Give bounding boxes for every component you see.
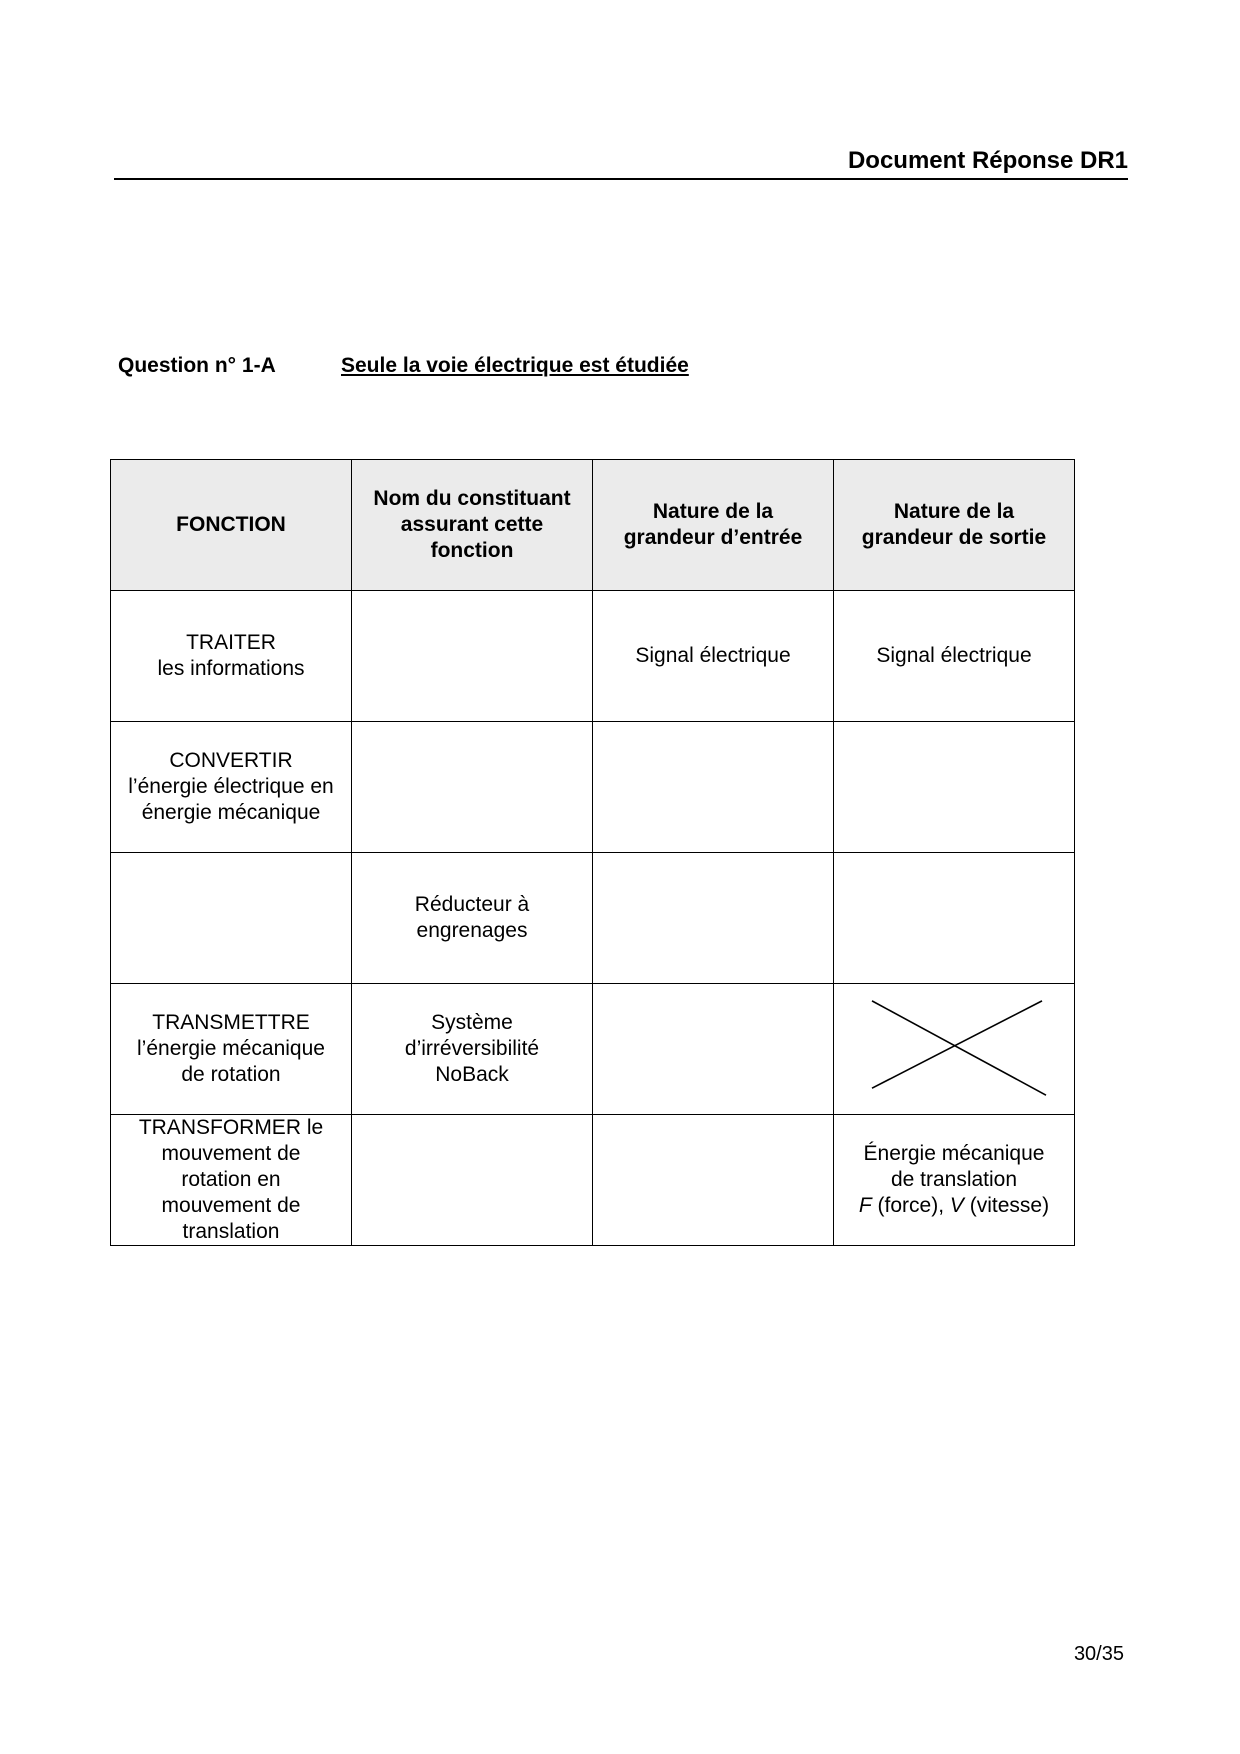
cell-line: de rotation xyxy=(181,1063,281,1086)
cell-entree[interactable] xyxy=(593,722,834,853)
cell-line: les informations xyxy=(157,657,305,680)
header-rule xyxy=(114,178,1128,180)
cell-line: Réducteur à xyxy=(414,893,530,916)
cell-line: TRAITER xyxy=(186,631,276,654)
cell-fonction xyxy=(111,984,352,1115)
table-row xyxy=(111,1115,1075,1246)
table-header-row xyxy=(111,460,1075,591)
header-sortie xyxy=(834,460,1075,591)
cell-entree xyxy=(593,591,834,722)
header-line: assurant cette xyxy=(400,513,544,536)
header-line: grandeur de sortie xyxy=(861,526,1047,549)
force-label: (force), xyxy=(871,1194,950,1217)
cell-line: NoBack xyxy=(435,1063,509,1086)
cell-entree[interactable] xyxy=(593,1115,834,1246)
header-constituant xyxy=(352,460,593,591)
cell-line: Système xyxy=(431,1011,513,1034)
cell-sortie[interactable] xyxy=(834,853,1075,984)
cell-line: translation xyxy=(182,1220,280,1243)
cell-fonction[interactable] xyxy=(111,853,352,984)
cross-out-mark xyxy=(834,984,1074,1114)
cell-line: CONVERTIR xyxy=(169,749,293,772)
cell-line: Signal électrique xyxy=(876,644,1032,667)
cell-line: d’irréversibilité xyxy=(404,1037,540,1060)
cell-entree[interactable] xyxy=(593,853,834,984)
cell-fonction xyxy=(111,1115,352,1246)
cell-line: de translation xyxy=(890,1168,1018,1191)
table-row xyxy=(111,591,1075,722)
document-title: Document Réponse DR1 xyxy=(847,147,1128,174)
page-number: 30/35 xyxy=(1073,1643,1124,1665)
cell-fonction xyxy=(111,722,352,853)
cell-line: l’énergie mécanique xyxy=(137,1037,325,1060)
answer-table xyxy=(110,459,1075,1246)
cell-line: rotation en xyxy=(181,1168,281,1191)
formula-line xyxy=(840,1193,1068,1219)
header-line: Nature de la xyxy=(893,500,1015,523)
header-line: Nom du constituant xyxy=(373,487,571,510)
cell-sortie[interactable] xyxy=(834,722,1075,853)
cell-sortie xyxy=(834,1115,1075,1246)
header-line: FONCTION xyxy=(176,513,286,536)
speed-symbol: V xyxy=(949,1194,964,1217)
cell-line: mouvement de xyxy=(161,1142,301,1165)
cell-line: l’énergie électrique en xyxy=(128,775,334,798)
cell-constituant xyxy=(352,984,593,1115)
cell-line: engrenages xyxy=(416,919,528,942)
cell-constituant[interactable] xyxy=(352,722,593,853)
header-line: Nature de la xyxy=(652,500,774,523)
cell-line: Énergie mécanique xyxy=(863,1142,1045,1165)
cell-line: TRANSMETTRE xyxy=(152,1011,310,1034)
cell-line: Signal électrique xyxy=(635,644,791,667)
cell-sortie xyxy=(834,591,1075,722)
speed-label: (vitesse) xyxy=(963,1194,1050,1217)
cell-line: mouvement de xyxy=(161,1194,301,1217)
cell-constituant xyxy=(352,853,593,984)
cell-constituant[interactable] xyxy=(352,591,593,722)
question-title: Seule la voie électrique est étudiée xyxy=(341,354,689,377)
header-line: grandeur d’entrée xyxy=(623,526,803,549)
cell-sortie-crossed xyxy=(834,984,1075,1115)
cell-fonction xyxy=(111,591,352,722)
header-entree xyxy=(593,460,834,591)
force-symbol: F xyxy=(858,1194,872,1217)
cell-line: énergie mécanique xyxy=(141,801,321,824)
table-row xyxy=(111,853,1075,984)
cell-entree[interactable] xyxy=(593,984,834,1115)
cell-line: TRANSFORMER le xyxy=(138,1116,324,1139)
header-fonction xyxy=(111,460,352,591)
question-number: Question n° 1-A xyxy=(118,354,276,377)
table-row xyxy=(111,984,1075,1115)
table-row xyxy=(111,722,1075,853)
header-line: fonction xyxy=(430,539,514,562)
cell-constituant[interactable] xyxy=(352,1115,593,1246)
